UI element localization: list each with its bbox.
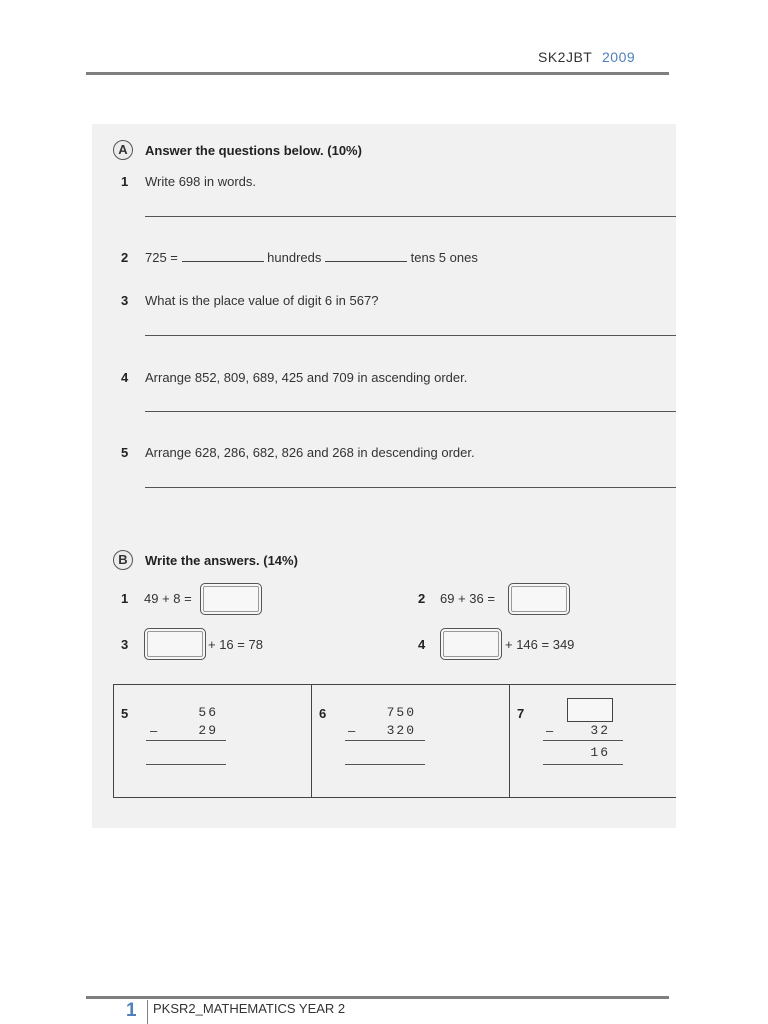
equation-text: + 16 = 78 [208,637,263,652]
answer-line[interactable] [145,411,676,412]
header-rule [86,72,669,75]
subtrahend: 32 [590,723,610,738]
missing-number-box[interactable] [567,698,613,722]
difference: 16 [590,745,610,760]
question-text: Arrange 852, 809, 689, 425 and 709 in ascending order. [145,370,468,385]
footer-title: PKSR2_MATHEMATICS YEAR 2 [153,1001,346,1016]
minus-sign: – [546,723,554,738]
equation-text: 69 + 36 = [440,591,495,606]
question-number: 3 [121,637,129,652]
question-number: 4 [418,637,426,652]
table-divider [509,684,510,798]
hundreds-blank[interactable] [182,261,264,262]
section-b-marker: B [113,550,133,570]
subtrahend: 29 [198,723,218,738]
question-number: 4 [121,370,129,385]
tens-blank[interactable] [325,261,407,262]
header-year: 2009 [602,49,636,65]
question-number: 1 [121,591,129,606]
equation-text: + 146 = 349 [505,637,575,652]
question-number: 7 [517,706,525,721]
question-number: 1 [121,174,129,189]
section-a-title: Answer the questions below. (10%) [145,143,362,158]
equation-text: 49 + 8 = [144,591,192,606]
answer-line[interactable] [145,335,676,336]
sum-rule [146,740,226,741]
question-number: 5 [121,706,129,721]
question-number: 2 [121,250,129,265]
answer-box[interactable] [440,628,502,660]
question-2-prefix: 725 = [145,250,178,265]
question-number: 2 [418,591,426,606]
answer-line[interactable] [345,764,425,765]
minuend: 750 [386,705,416,720]
footer-rule [86,996,669,999]
header-code: SK2JBT [538,49,593,65]
question-number: 6 [319,706,327,721]
question-2-row [145,250,478,265]
question-2-mid: hundreds [267,250,322,265]
question-text: Arrange 628, 286, 682, 826 and 268 in descending order. [145,445,475,460]
question-number: 3 [121,293,129,308]
section-a-marker: A [113,140,133,160]
minus-sign: – [150,723,158,738]
answer-box[interactable] [144,628,206,660]
minuend: 56 [198,705,218,720]
answer-line[interactable] [146,764,226,765]
sum-rule [543,740,623,741]
page-number: 1 [126,1000,137,1021]
question-number: 5 [121,445,129,460]
question-text: What is the place value of digit 6 in 567? [145,293,379,308]
answer-box[interactable] [200,583,262,615]
table-divider [311,684,312,798]
subtrahend: 320 [386,723,416,738]
footer-separator [147,1000,148,1024]
question-2-suffix: tens 5 ones [410,250,478,265]
answer-box[interactable] [508,583,570,615]
sum-rule [345,740,425,741]
answer-line[interactable] [145,487,676,488]
section-b-title: Write the answers. (14%) [145,553,298,568]
answer-line[interactable] [145,216,676,217]
result-rule [543,764,623,765]
question-text: Write 698 in words. [145,174,257,189]
minus-sign: – [348,723,356,738]
